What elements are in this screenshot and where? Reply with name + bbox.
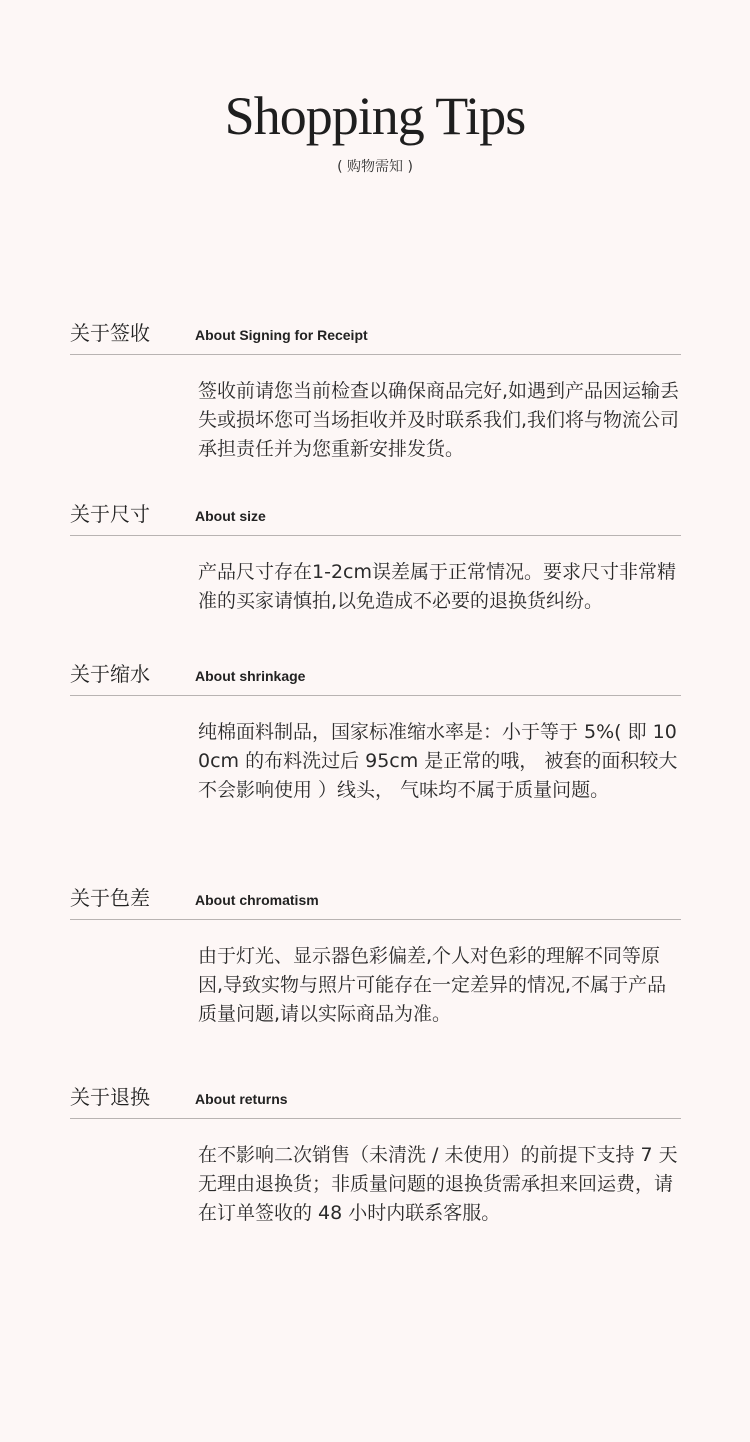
- section-title-cn: 关于缩水: [70, 662, 150, 686]
- section-shrinkage: [70, 659, 681, 805]
- section-header: [70, 318, 681, 355]
- section-body: 纯棉面料制品，国家标准缩水率是：小于等于 5%( 即 100cm 的布料洗过后 95cm 是正常的哦， 被套的面积较大不会影响使用 ）线头， 气味均不属于质量问题。: [198, 721, 678, 801]
- section-title-en: About shrinkage: [195, 668, 306, 684]
- section-title-cn: 关于退换: [70, 1085, 150, 1109]
- section-title-en: About Signing for Receipt: [195, 327, 368, 343]
- section-title-en: About chromatism: [195, 892, 319, 908]
- section-title-en: About size: [195, 508, 266, 524]
- section-returns: [70, 1082, 681, 1228]
- section-body: 由于灯光、显示器色彩偏差,个人对色彩的理解不同等原因,导致实物与照片可能存在一定差异的情况,不属于产品质量问题,请以实际商品为准。: [198, 945, 667, 1025]
- section-body: 签收前请您当前检查以确保商品完好,如遇到产品因运输丢失或损坏您可当场拒收并及时联系我们,我们将与物流公司承担责任并为您重新安排发货。: [198, 380, 680, 460]
- section-signing: [70, 318, 681, 464]
- section-title-cn: 关于尺寸: [70, 502, 150, 526]
- section-title-en: About returns: [195, 1091, 288, 1107]
- section-header: [70, 659, 681, 696]
- page-title: Shopping Tips: [224, 86, 526, 146]
- page-subtitle: ( 购物需知 ): [337, 159, 413, 175]
- section-header: [70, 883, 681, 920]
- page-header: [0, 86, 750, 176]
- section-chromatism: [70, 883, 681, 1029]
- section-body: 产品尺寸存在1-2cm误差属于正常情况。要求尺寸非常精准的买家请慎拍,以免造成不必要的退换货纠纷。: [198, 561, 676, 612]
- section-header: [70, 499, 681, 536]
- section-title-cn: 关于色差: [70, 886, 150, 910]
- section-header: [70, 1082, 681, 1119]
- section-size: [70, 499, 681, 616]
- section-title-cn: 关于签收: [70, 321, 150, 345]
- section-body: 在不影响二次销售（未清洗 / 未使用）的前提下支持 7 天无理由退换货；非质量问题的退换货需承担来回运费，请在订单签收的 48 小时内联系客服。: [198, 1144, 678, 1224]
